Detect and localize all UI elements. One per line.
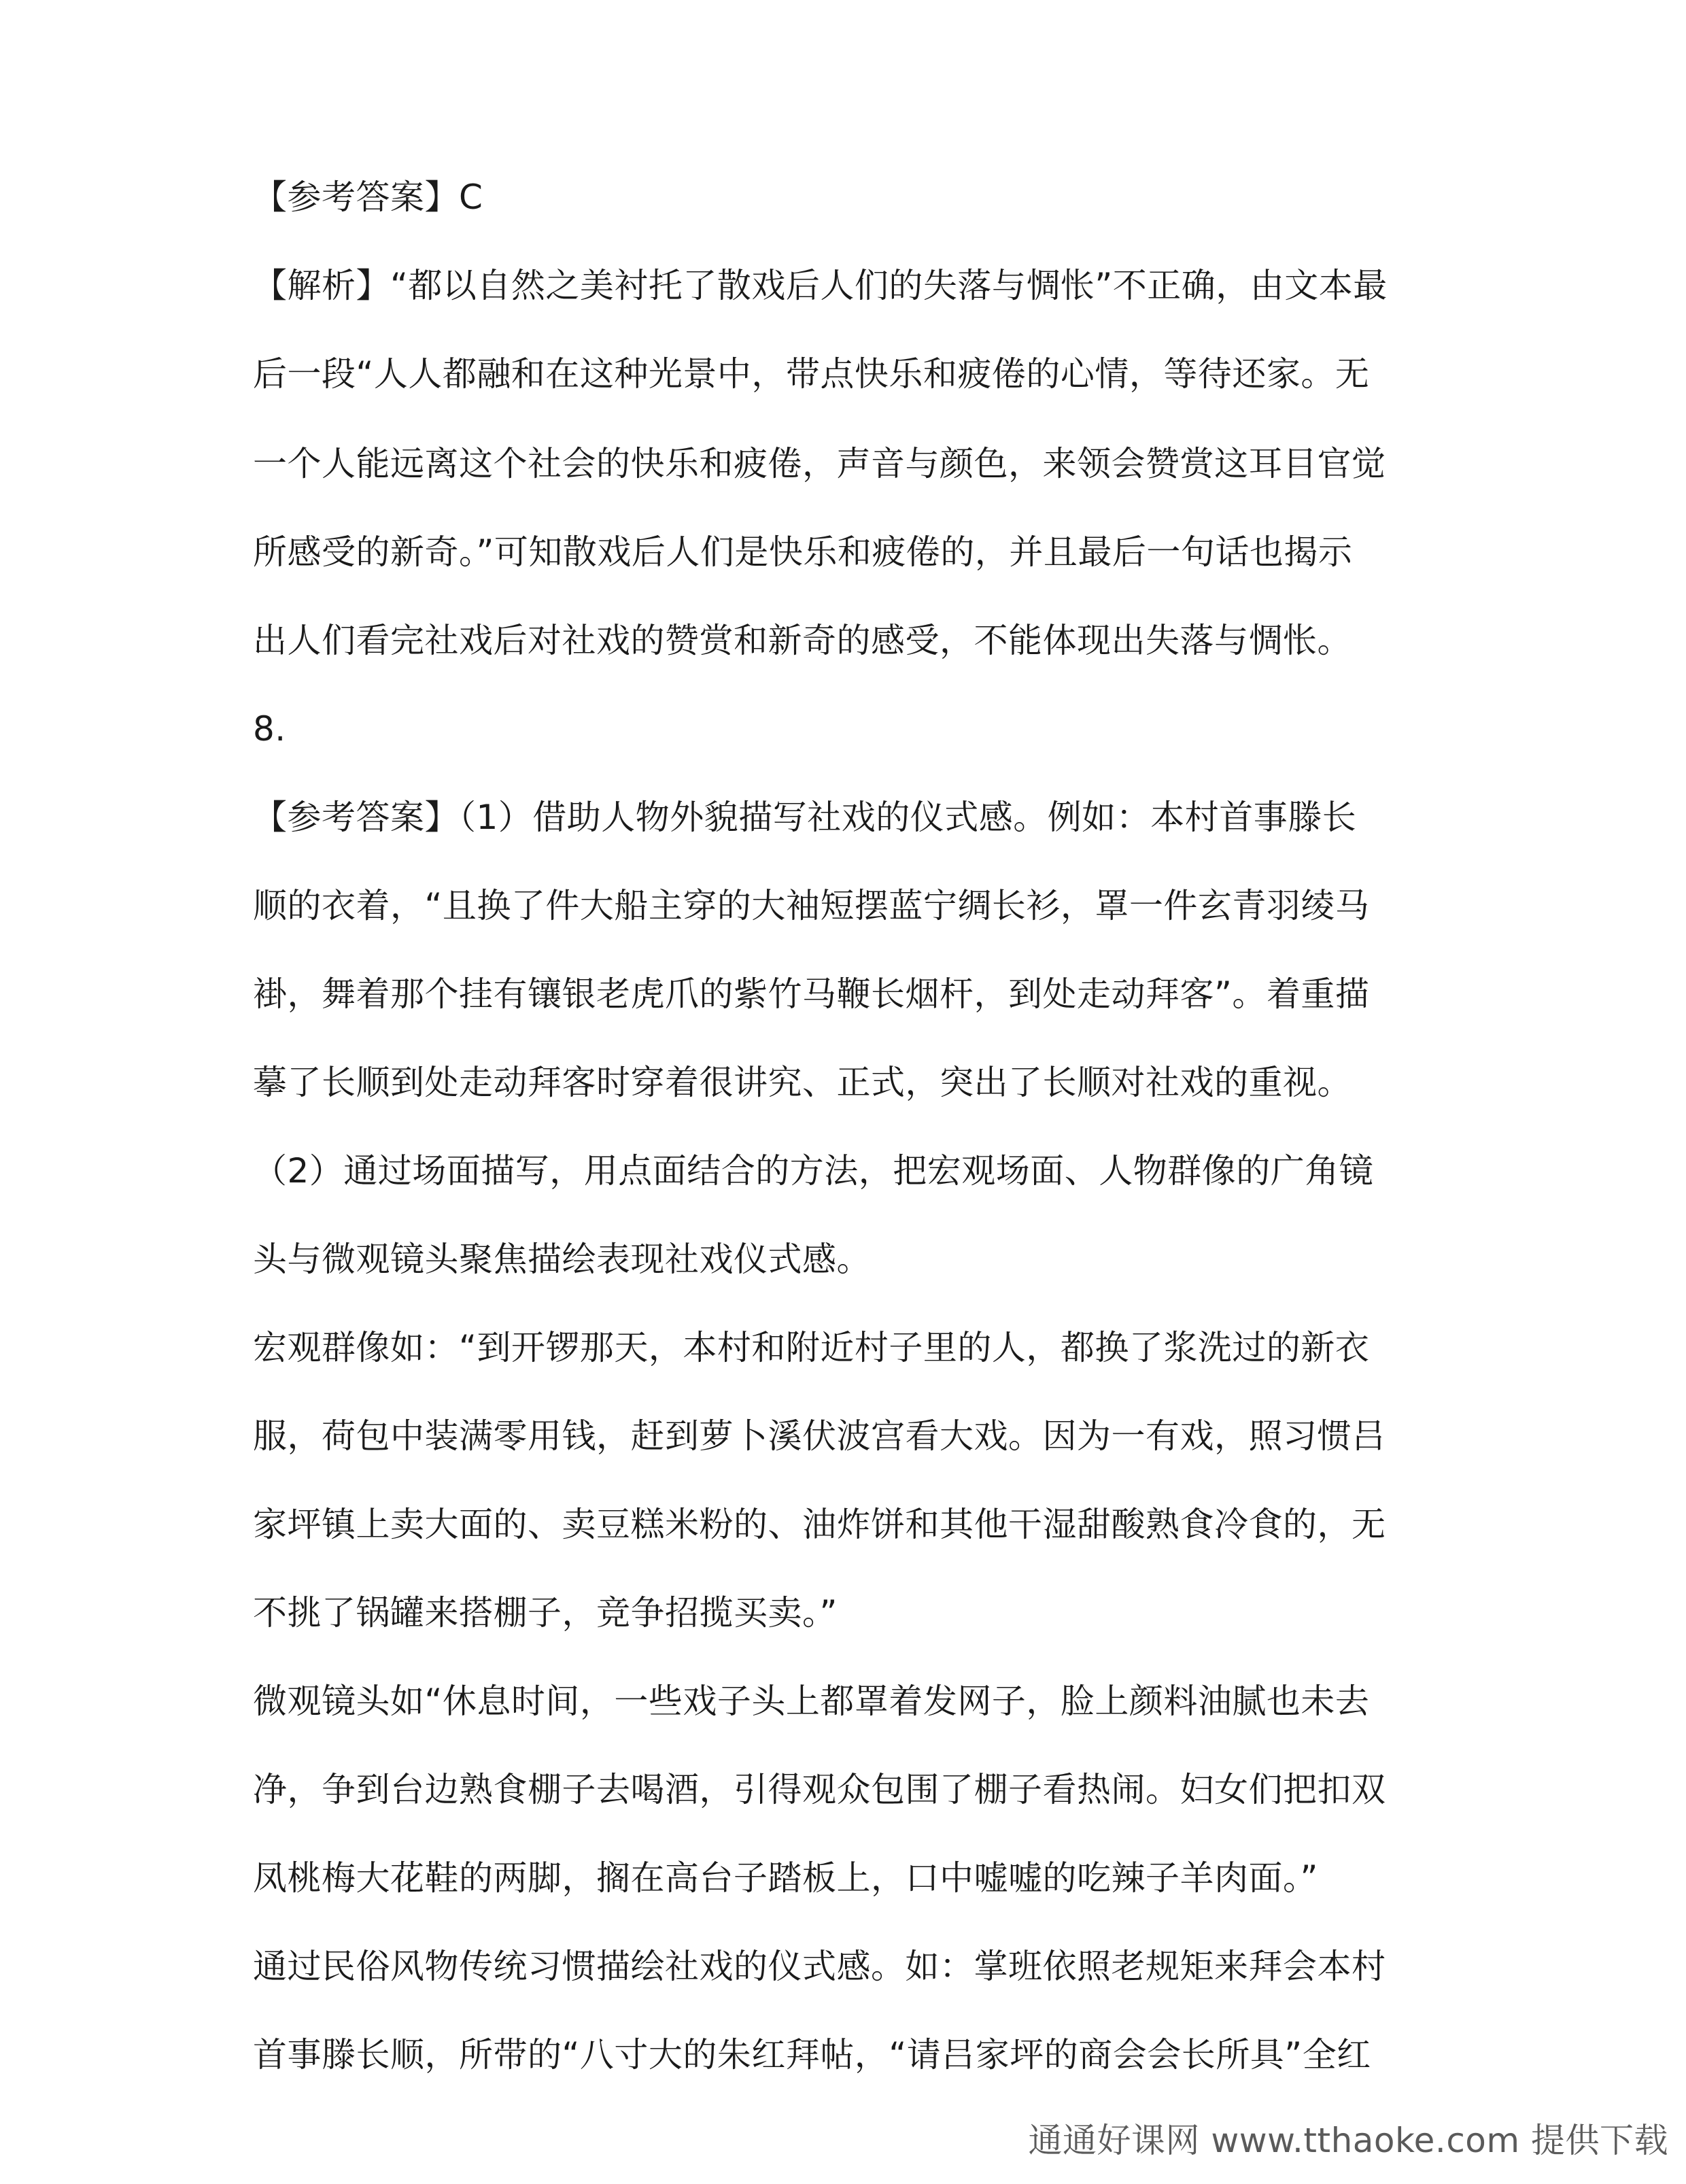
micro-example-line-1: 微观镜头如“休息时间，一些戏子头上都罩着发网子，脸上颜料油腻也未去 [253,1682,1370,1721]
micro-example-line-2: 净，争到台边熟食棚子去喝酒，引得观众包围了棚子看热闹。妇女们把扣双 [253,1770,1386,1809]
analysis-line-1: 【解析】“都以自然之美衬托了散戏后人们的失落与惆怅”不正确，由文本最 [253,266,1388,305]
answer-8-line-2: 顺的衣着，“且换了件大船主穿的大袖短摆蓝宁绸长衫，罩一件玄青羽绫马 [253,886,1370,925]
site-watermark: 通通好课网 www.tthaoke.com 提供下载 [1028,2121,1668,2160]
answer-8-line-1: 【参考答案】（1）借助人物外貌描写社戏的仪式感。例如：本村首事滕长 [253,798,1357,837]
analysis-line-3: 一个人能远离这个社会的快乐和疲倦，声音与颜色，来领会赞赏这耳目官觉 [253,444,1386,483]
macro-example-line-1: 宏观群像如：“到开锣那天，本村和附近村子里的人，都换了浆洗过的新衣 [253,1328,1370,1367]
macro-example-line-3: 家坪镇上卖大面的、卖豆糕米粉的、油炸饼和其他干湿甜酸熟食冷食的，无 [253,1505,1386,1544]
analysis-line-2: 后一段“人人都融和在这种光景中，带点快乐和疲倦的心情，等待还家。无 [253,354,1370,394]
analysis-line-5: 出人们看完社戏后对社戏的赞赏和新奇的感受，不能体现出失落与惆怅。 [253,621,1352,660]
question-number: 8. [253,709,286,749]
answer-label-line: 【参考答案】C [253,177,483,217]
answer-8-point-2-line-2: 头与微观镜头聚焦描绘表现社戏仪式感。 [253,1240,871,1279]
micro-example-line-3: 凤桃梅大花鞋的两脚，搁在高台子踏板上，口中嘘嘘的吃辣子羊肉面。” [253,1858,1318,1898]
macro-example-line-4: 不挑了锅罐来搭棚子，竞争招揽买卖。” [253,1593,838,1633]
answer-8-point-2-line-1: （2）通过场面描写，用点面结合的方法，把宏观场面、人物群像的广角镜 [253,1151,1374,1191]
answer-8-line-4: 摹了长顺到处走动拜客时穿着很讲究、正式，突出了长顺对社戏的重视。 [253,1063,1352,1102]
analysis-line-4: 所感受的新奇。”可知散戏后人们是快乐和疲倦的，并且最后一句话也揭示 [253,532,1353,572]
custom-example-line-1: 通过民俗风物传统习惯描绘社戏的仪式感。如：掌班依照老规矩来拜会本村 [253,1947,1386,1986]
custom-example-line-2: 首事滕长顺，所带的“八寸大的朱红拜帖，“请吕家坪的商会会长所具”全红 [253,2035,1371,2075]
answer-8-line-3: 褂，舞着那个挂有镶银老虎爪的紫竹马鞭长烟杆，到处走动拜客”。着重描 [253,974,1370,1014]
macro-example-line-2: 服，荷包中装满零用钱，赶到萝卜溪伏波宫看大戏。因为一有戏，照习惯吕 [253,1416,1386,1456]
